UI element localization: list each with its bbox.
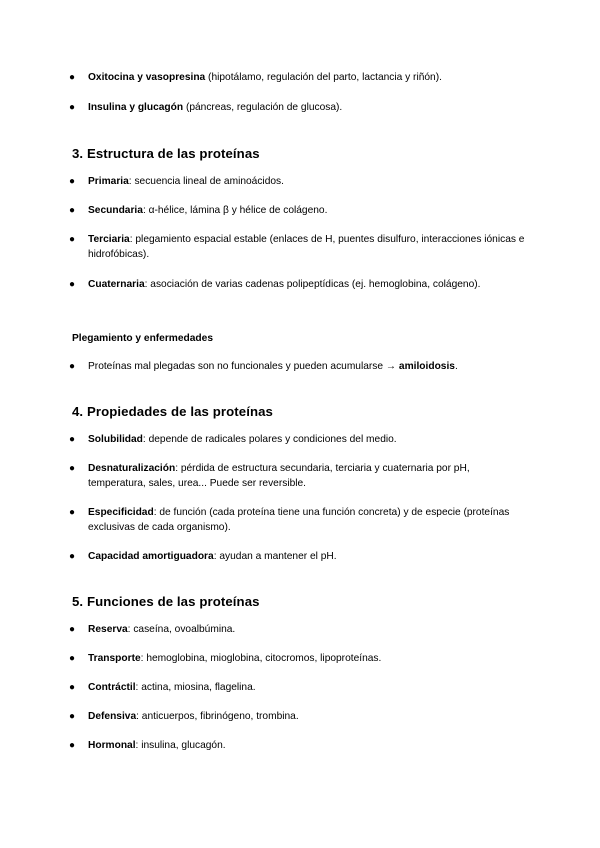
bullet-icon: ● bbox=[69, 740, 76, 751]
bullet-icon: ● bbox=[69, 234, 76, 245]
item-term: Insulina y glucagón bbox=[88, 102, 184, 113]
section-heading-3: 3. Estructura de las proteínas bbox=[72, 146, 260, 161]
list-item bbox=[69, 101, 528, 116]
list-item bbox=[69, 506, 528, 535]
item-desc: : hemoglobina, mioglobina, citocromos, lipoproteínas. bbox=[140, 653, 382, 664]
list-item bbox=[69, 233, 528, 262]
item-term: Especificidad bbox=[88, 507, 154, 518]
item-term: Oxitocina y vasopresina bbox=[88, 72, 206, 83]
item-term: Primaria bbox=[88, 176, 129, 187]
item-term: amiloidosis bbox=[398, 361, 455, 372]
item-term: Terciaria bbox=[88, 234, 130, 245]
bullet-icon: ● bbox=[69, 653, 76, 664]
list-item bbox=[69, 278, 528, 293]
item-desc: : plegamiento espacial estable (enlaces de H, puentes disulfuro, interacciones iónicas e hidrofóbicas). bbox=[88, 234, 525, 260]
list-item bbox=[69, 433, 528, 448]
item-term: Cuaternaria bbox=[88, 279, 145, 290]
item-term: Transporte bbox=[88, 653, 141, 664]
list-item bbox=[69, 175, 528, 190]
bullet-icon: ● bbox=[69, 176, 76, 187]
item-desc: : secuencia lineal de aminoácidos. bbox=[128, 176, 284, 187]
bullet-icon: ● bbox=[69, 551, 76, 562]
item-term: Secundaria bbox=[88, 205, 143, 216]
list-item bbox=[69, 623, 528, 638]
bullet-icon: ● bbox=[69, 682, 76, 693]
item-desc: : caseína, ovoalbúmina. bbox=[127, 624, 236, 635]
list-item bbox=[69, 462, 528, 491]
item-term: Capacidad amortiguadora bbox=[88, 551, 214, 562]
item-desc: : α-hélice, lámina β y hélice de colágeno. bbox=[142, 205, 328, 216]
list-item bbox=[69, 739, 528, 754]
bullet-icon: ● bbox=[69, 361, 76, 372]
item-desc: : insulina, glucagón. bbox=[135, 740, 226, 751]
list-item bbox=[69, 360, 528, 375]
list-item bbox=[69, 710, 528, 725]
item-term: Defensiva bbox=[88, 711, 137, 722]
list-item bbox=[69, 204, 528, 219]
bullet-icon: ● bbox=[69, 463, 76, 474]
item-desc: : asociación de varias cadenas polipeptídicas (ej. hemoglobina, colágeno). bbox=[144, 279, 481, 290]
bullet-icon: ● bbox=[69, 72, 76, 83]
item-desc: Proteínas mal plegadas son no funcionales y pueden acumularse → bbox=[88, 361, 399, 372]
item-desc: : anticuerpos, fibrinógeno, trombina. bbox=[136, 711, 299, 722]
item-desc: : actina, miosina, flagelina. bbox=[135, 682, 256, 693]
section-heading-4: 4. Propiedades de las proteínas bbox=[72, 404, 273, 419]
item-desc: : ayudan a mantener el pH. bbox=[213, 551, 337, 562]
item-term: Reserva bbox=[88, 624, 128, 635]
item-desc: . bbox=[454, 361, 458, 372]
list-item bbox=[69, 71, 528, 86]
item-desc: (hipotálamo, regulación del parto, lactancia y riñón). bbox=[205, 72, 442, 83]
bullet-icon: ● bbox=[69, 507, 76, 518]
item-desc: : de función (cada proteína tiene una función concreta) y de especie (proteínas exclusivas de cada organismo). bbox=[88, 507, 510, 533]
item-term: Contráctil bbox=[88, 682, 136, 693]
bullet-icon: ● bbox=[69, 434, 76, 445]
list-item bbox=[69, 550, 528, 565]
bullet-icon: ● bbox=[69, 711, 76, 722]
list-item bbox=[69, 652, 528, 667]
item-desc: (páncreas, regulación de glucosa). bbox=[183, 102, 343, 113]
bullet-icon: ● bbox=[69, 205, 76, 216]
item-term: Desnaturalización bbox=[88, 463, 176, 474]
subsection-heading: Plegamiento y enfermedades bbox=[72, 333, 213, 344]
item-desc: : pérdida de estructura secundaria, terciaria y cuaternaria por pH, temperatura, sales, urea... Puede ser reversible. bbox=[88, 463, 470, 489]
bullet-icon: ● bbox=[69, 279, 76, 290]
section-heading-5: 5. Funciones de las proteínas bbox=[72, 594, 260, 609]
item-term: Hormonal bbox=[88, 740, 136, 751]
list-item bbox=[69, 681, 528, 696]
item-term: Solubilidad bbox=[88, 434, 143, 445]
item-desc: : depende de radicales polares y condiciones del medio. bbox=[142, 434, 397, 445]
bullet-icon: ● bbox=[69, 102, 76, 113]
bullet-icon: ● bbox=[69, 624, 76, 635]
